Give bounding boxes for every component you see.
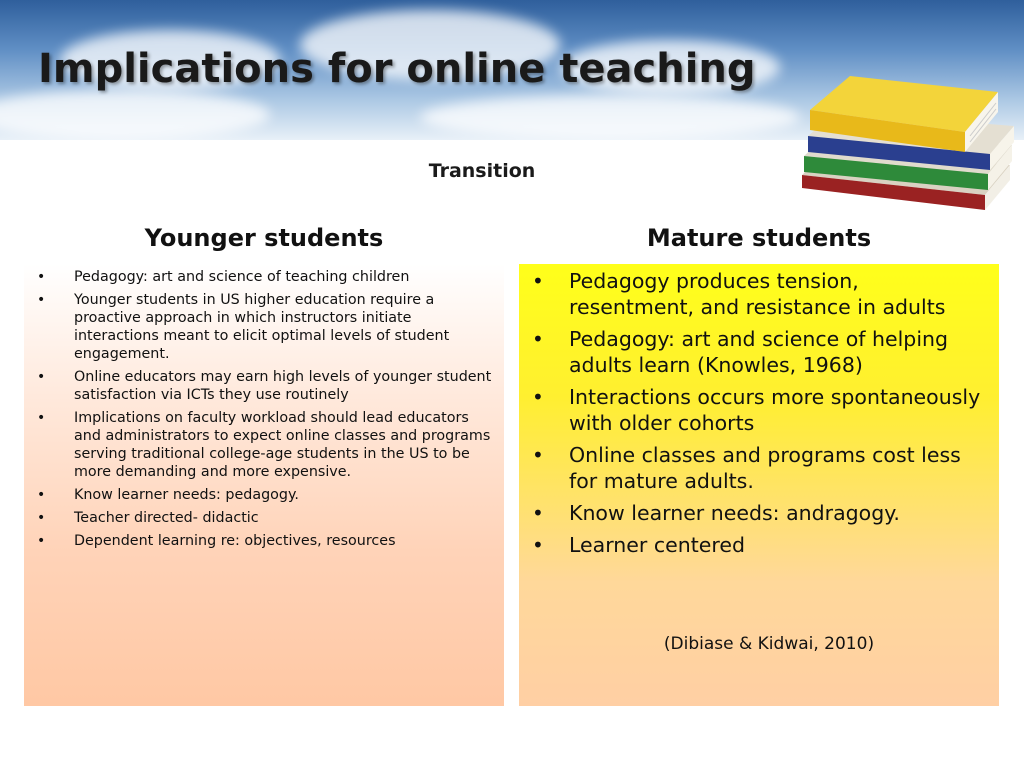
list-item: • Interactions occurs more spontaneously with older cohorts [529,384,989,436]
list-item: • Know learner needs: pedagogy. [34,486,494,504]
list-item: • Dependent learning re: objectives, resources [34,532,494,550]
list-item: • Online educators may earn high levels of younger student satisfaction via ICTs they use routinely [34,368,494,404]
list-item: • Know learner needs: andragogy. [529,500,989,526]
list-item: • Pedagogy: art and science of helping adults learn (Knowles, 1968) [529,326,989,378]
list-item: • Younger students in US higher education require a proactive approach in which instructors initiate interactions meant to elicit optimal levels of student engagement. [34,291,494,363]
younger-students-panel [24,264,504,706]
list-item: • Pedagogy: art and science of teaching children [34,268,494,286]
slide-subtitle: Transition [428,160,536,182]
list-item: • Implications on faculty workload should lead educators and administrators to expect online classes and programs serving traditional college-age students in the US to be more demanding and more expensive. [34,409,494,481]
list-item: • Online classes and programs cost less for mature adults. [529,442,989,494]
younger-students-list [24,264,504,550]
mature-students-panel [519,264,999,706]
citation: (Dibiase & Kidwai, 2010) [663,634,875,654]
mature-students-heading: Mature students [646,224,872,252]
list-item: • Learner centered [529,532,989,558]
page-title: Implications for online teaching [38,46,756,92]
list-item: • Pedagogy produces tension, resentment, and resistance in adults [529,268,989,320]
mature-students-list [519,264,999,558]
younger-students-heading: Younger students [144,224,384,252]
list-item: • Teacher directed- didactic [34,509,494,527]
books-stack-icon [790,70,1020,230]
